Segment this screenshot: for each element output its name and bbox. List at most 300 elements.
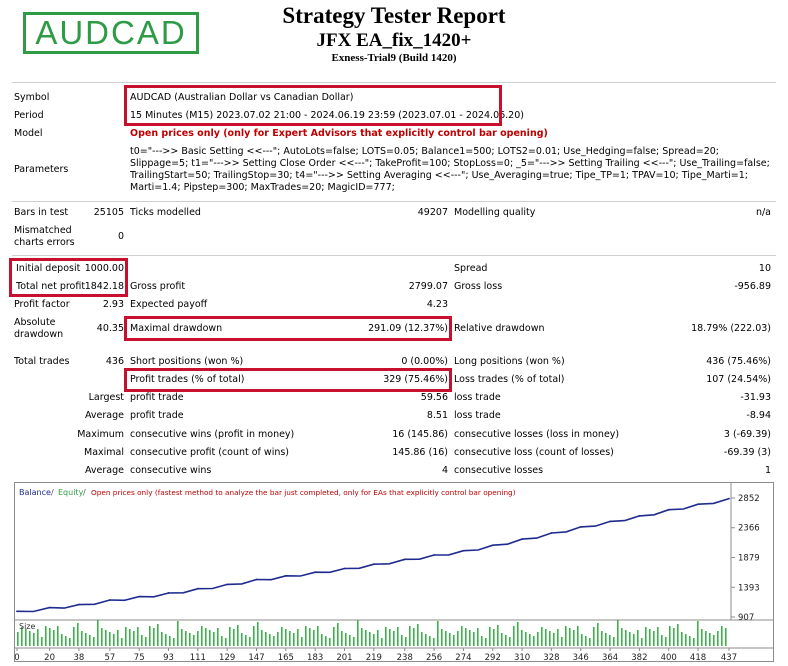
volume-bar — [281, 627, 283, 646]
volume-bar — [73, 627, 75, 646]
x-tick-label: 201 — [336, 653, 353, 663]
volume-bar — [481, 636, 483, 646]
volume-bar — [709, 633, 711, 646]
volume-bar — [461, 626, 463, 646]
x-tick-label: 400 — [660, 653, 677, 663]
volume-bar — [69, 638, 71, 646]
volume-bar — [177, 621, 179, 646]
profit-factor-value: 2.93 — [102, 299, 124, 310]
y-tick-label: 2366 — [738, 523, 760, 534]
volume-bar — [425, 634, 427, 646]
volume-bar — [329, 638, 331, 646]
avg-consec-losses-label: consecutive losses — [454, 465, 544, 476]
profit-trades-label: Profit trades (% of total) — [130, 374, 245, 385]
volume-bar — [601, 631, 603, 646]
balance-point — [404, 558, 406, 560]
volume-bar — [585, 636, 587, 646]
largest-profit-value: 59.56 — [420, 392, 448, 403]
model-label: Model — [14, 128, 43, 139]
symbol-value: AUDCAD (Australian Dollar vs Canadian Dollar) — [130, 92, 354, 103]
volume-bar — [201, 626, 203, 646]
x-tick-label: 20 — [44, 653, 55, 663]
volume-bar — [253, 626, 255, 646]
volume-bar — [301, 637, 303, 646]
initial-deposit-value: 1000.00 — [84, 263, 124, 274]
volume-bar — [209, 630, 211, 646]
volume-bar — [553, 633, 555, 646]
volume-bar — [629, 632, 631, 646]
volume-bar — [449, 633, 451, 646]
volume-bar — [485, 638, 487, 646]
volume-bar — [285, 629, 287, 646]
gross-profit-value: 2799.07 — [408, 281, 448, 292]
max-consec-losses-label: consecutive losses (loss in money) — [454, 429, 620, 440]
x-tick-label: 0 — [14, 653, 20, 663]
volume-bar — [393, 631, 395, 646]
volume-bar — [365, 630, 367, 646]
volume-bar — [625, 630, 627, 646]
volume-bar — [637, 630, 639, 646]
volume-bar — [345, 633, 347, 646]
volume-bar — [505, 635, 507, 646]
volume-bar — [541, 627, 543, 646]
volume-bar — [41, 637, 43, 646]
volume-bar — [645, 627, 647, 646]
volume-bar — [513, 626, 515, 646]
bars-in-test-label: Bars in test — [14, 207, 69, 218]
volume-bar — [321, 634, 323, 646]
volume-bar — [61, 634, 63, 646]
volume-bar — [533, 636, 535, 646]
volume-bar — [609, 635, 611, 646]
volume-bar — [681, 632, 683, 646]
volume-bar — [305, 626, 307, 646]
ea-name: JFX EA_fix_1420+ — [316, 30, 472, 51]
volume-bar — [125, 627, 127, 646]
loss-trades-label: Loss trades (% of total) — [454, 374, 565, 385]
volume-bar — [65, 636, 67, 646]
gross-loss-label: Gross loss — [454, 281, 503, 292]
volume-bar — [173, 638, 175, 646]
volume-bar — [97, 620, 99, 646]
volume-bar — [245, 635, 247, 646]
volume-bar — [225, 638, 227, 646]
avg-consec-losses-value: 1 — [764, 465, 771, 476]
volume-bar — [577, 626, 579, 646]
volume-bar — [549, 631, 551, 646]
volume-bar — [473, 632, 475, 646]
x-tick-label: 75 — [133, 653, 145, 663]
volume-bar — [233, 629, 235, 646]
volume-bar — [161, 632, 163, 646]
short-positions-label: Short positions (won %) — [130, 356, 244, 367]
x-tick-label: 38 — [73, 653, 85, 663]
balance-point — [168, 592, 170, 594]
balance-point — [373, 563, 375, 565]
volume-bar — [397, 627, 399, 646]
volume-bar — [117, 630, 119, 646]
volume-bar — [665, 637, 667, 646]
volume-bar — [501, 633, 503, 646]
volume-bar — [673, 628, 675, 646]
average-loss-value: -8.94 — [746, 410, 771, 421]
plot-area — [15, 483, 731, 620]
maximum-label: Maximum — [77, 429, 124, 440]
volume-bar — [693, 638, 695, 646]
x-tick-label: 292 — [484, 653, 501, 663]
volume-bar — [497, 625, 499, 646]
y-tick-label: 2852 — [738, 494, 760, 504]
max-consec-wins-label: consecutive wins (profit in money) — [130, 429, 295, 440]
volume-bar — [25, 629, 27, 646]
volume-bar — [17, 632, 19, 646]
volume-bar — [725, 628, 727, 646]
balance-point — [697, 503, 699, 505]
largest-loss-label: loss trade — [454, 392, 501, 403]
maximal-label: Maximal — [84, 447, 124, 458]
volume-bar — [589, 638, 591, 646]
balance-point — [344, 568, 346, 570]
spread-label: Spread — [454, 263, 488, 274]
volume-bar — [517, 622, 519, 646]
total-trades-label: Total trades — [14, 356, 70, 367]
balance-point — [668, 509, 670, 511]
volume-bar — [221, 636, 223, 646]
volume-bar — [349, 635, 351, 646]
volume-bar — [525, 632, 527, 646]
x-tick-label: 346 — [572, 653, 589, 663]
report-title: Strategy Tester Report — [282, 3, 506, 28]
volume-bar — [113, 634, 115, 646]
legend-balance: Balance — [19, 488, 51, 497]
avg-consec-wins-label: consecutive wins — [130, 465, 212, 476]
x-tick-label: 274 — [455, 653, 472, 663]
volume-bar — [357, 620, 359, 646]
x-tick-label: 111 — [189, 653, 206, 663]
balance-point — [433, 554, 435, 556]
balance-point — [226, 583, 228, 585]
volume-bar — [109, 632, 111, 646]
volume-bar — [421, 632, 423, 646]
avg-consec-wins-value: 4 — [441, 465, 448, 476]
volume-bar — [405, 637, 407, 646]
volume-bar — [81, 631, 83, 646]
volume-bar — [409, 626, 411, 646]
volume-bar — [229, 627, 231, 646]
x-tick-label: 183 — [307, 653, 324, 663]
volume-bar — [385, 627, 387, 646]
period-value: 15 Minutes (M15) 2023.07.02 21:00 - 2024.06.19 23:59 (2023.07.01 - 2024.06.20) — [130, 110, 524, 121]
maximal-consec-profit-label: consecutive profit (count of wins) — [130, 447, 290, 458]
volume-bar — [261, 630, 263, 646]
x-tick-label: 238 — [396, 653, 413, 663]
maximal-drawdown-value: 291.09 (12.37%) — [368, 323, 448, 334]
volume-bar — [597, 623, 599, 646]
volume-bar — [277, 632, 279, 646]
initial-deposit-label: Initial deposit — [16, 263, 81, 274]
volume-bar — [141, 635, 143, 646]
long-positions-value: 436 (75.46%) — [706, 356, 771, 367]
spread-value: 10 — [758, 263, 771, 274]
volume-bar — [53, 630, 55, 646]
volume-bar — [29, 631, 31, 646]
short-positions-value: 0 (0.00%) — [401, 356, 448, 367]
relative-drawdown-label: Relative drawdown — [454, 323, 545, 334]
parameters-label: Parameters — [14, 164, 69, 175]
volume-bar — [429, 636, 431, 646]
volume-bar — [705, 631, 707, 646]
volume-bar — [33, 633, 35, 646]
balance-point — [463, 550, 465, 552]
balance-point — [551, 532, 553, 534]
volume-bar — [613, 637, 615, 646]
ticks-modelled-label: Ticks modelled — [130, 207, 201, 218]
volume-bar — [565, 626, 567, 646]
volume-bar — [293, 633, 295, 646]
volume-label: Size — [19, 622, 36, 631]
absolute-drawdown-label-2: drawdown — [14, 329, 64, 340]
volume-bar — [469, 630, 471, 646]
average-profit-label: profit trade — [130, 410, 184, 421]
volume-bar — [641, 638, 643, 646]
x-tick-label: 93 — [163, 653, 174, 663]
volume-bar — [289, 631, 291, 646]
balance-point — [638, 515, 640, 517]
maximal-consec-profit-value: 145.86 (16) — [392, 447, 448, 458]
volume-bar — [669, 626, 671, 646]
balance-point — [521, 538, 523, 540]
volume-bar — [265, 632, 267, 646]
volume-bar — [193, 635, 195, 646]
x-tick-label: 219 — [365, 653, 382, 663]
volume-bar — [105, 630, 107, 646]
average-label: Average — [84, 410, 124, 421]
volume-bar — [557, 629, 559, 646]
volume-bar — [153, 628, 155, 646]
volume-bar — [457, 631, 459, 646]
x-tick-label: 418 — [689, 653, 707, 663]
volume-bar — [437, 621, 439, 646]
bars-in-test-value: 25105 — [93, 207, 124, 218]
volume-bar — [433, 638, 435, 646]
legend-equity: Equity — [58, 488, 84, 497]
volume-bar — [493, 629, 495, 646]
profit-factor-label: Profit factor — [14, 299, 70, 310]
gross-profit-label: Gross profit — [130, 281, 186, 292]
balance-point — [197, 588, 199, 590]
y-tick-label: 1879 — [738, 553, 760, 564]
mismatched-value: 0 — [117, 231, 124, 242]
x-tick-label: 437 — [720, 653, 738, 663]
volume-bar — [453, 635, 455, 646]
max-consec-wins-value: 16 (145.86) — [392, 429, 448, 440]
volume-bar — [181, 629, 183, 646]
volume-bar — [273, 636, 275, 646]
volume-bar — [509, 637, 511, 646]
volume-bar — [677, 624, 679, 646]
largest-loss-value: -31.93 — [740, 392, 771, 403]
volume-bar — [561, 637, 563, 646]
volume-bar — [685, 634, 687, 646]
volume-bar — [205, 628, 207, 646]
volume-bar — [621, 628, 623, 646]
volume-bar — [145, 637, 147, 646]
account-info: Exness-Trial9 (Build 1420) — [331, 52, 457, 64]
legend-sep-1: / — [51, 488, 54, 497]
balance-point — [580, 526, 582, 528]
volume-bar — [689, 636, 691, 646]
volume-bar — [617, 620, 619, 646]
legend-sep-2: / — [83, 488, 86, 497]
average-loss-label: loss trade — [454, 410, 501, 421]
absolute-drawdown-value: 40.35 — [96, 323, 124, 334]
absolute-drawdown-label-1: Absolute — [14, 317, 56, 328]
volume-bar — [701, 629, 703, 646]
y-tick-label: 907 — [738, 613, 755, 623]
volume-bar — [185, 631, 187, 646]
volume-bar — [697, 621, 699, 646]
volume-bar — [77, 623, 79, 646]
x-tick-label: 129 — [219, 653, 236, 663]
average-profit-value: 8.51 — [426, 410, 448, 421]
volume-bar — [197, 631, 199, 646]
x-tick-label: 256 — [425, 653, 443, 663]
balance-point — [314, 571, 316, 573]
balance-point — [492, 544, 494, 546]
volume-bar — [353, 637, 355, 646]
balance-point — [609, 520, 611, 522]
volume-bar — [529, 634, 531, 646]
largest-label: Largest — [88, 392, 124, 403]
volume-bar — [401, 635, 403, 646]
volume-bar — [441, 629, 443, 646]
maximal-drawdown-label: Maximal drawdown — [130, 323, 223, 334]
total-trades-value: 436 — [105, 356, 124, 367]
modelling-quality-value: n/a — [755, 207, 771, 218]
model-value: Open prices only (only for Expert Advisors that explicitly control bar opening) — [130, 128, 548, 139]
max-consec-losses-value: 3 (-69.39) — [723, 429, 771, 440]
volume-bar — [189, 633, 191, 646]
volume-bar — [489, 627, 491, 646]
volume-bar — [581, 634, 583, 646]
volume-bar — [85, 633, 87, 646]
volume-bar — [373, 634, 375, 646]
volume-bar — [633, 634, 635, 646]
volume-bar — [37, 629, 39, 646]
balance-point — [109, 599, 111, 601]
volume-bar — [325, 636, 327, 646]
volume-bar — [213, 632, 215, 646]
volume-bar — [477, 628, 479, 646]
ticks-modelled-value: 49207 — [417, 207, 448, 218]
volume-bar — [241, 633, 243, 646]
volume-bar — [157, 624, 159, 646]
volume-bar — [297, 629, 299, 646]
balance-point — [285, 575, 287, 577]
largest-profit-label: profit trade — [130, 392, 184, 403]
volume-bar — [49, 628, 51, 646]
volume-bar — [337, 623, 339, 646]
y-tick-label: 1393 — [738, 583, 760, 594]
volume-bar — [249, 637, 251, 646]
volume-bar — [89, 635, 91, 646]
x-tick-label: 382 — [631, 653, 648, 663]
volume-bar — [333, 627, 335, 646]
balance-point — [49, 607, 51, 609]
x-tick-label: 165 — [277, 653, 294, 663]
parameters-value: t0="--->> Basic Setting <<---"; AutoLots=false; LOTS=0.05; Balance1=500; LOTS2=0.01; Use_Hedging=false; Spread=20; Slippage=5; t1="--->> Setting Close Order <<---"; TakeProfit=100; StopLoss=0; _5="--->> Setting Trailing <<---"; Use_Trailing=false; TrailingStart=50; TrailingStop=30; t4="--->> Setting Averaging <<---"; Use_Averaging=true; Tipe_TP=1; TPAV=10; Tipe_Marti=1; Marti=1.4; Pipstep=300; MaxTrades=20; MagicID=777; — [130, 146, 770, 193]
volume-bar — [121, 638, 123, 646]
balance-point — [728, 498, 730, 500]
volume-bar — [217, 628, 219, 646]
mismatched-label-1: Mismatched — [14, 225, 72, 236]
total-net-profit-value: 1842.18 — [84, 281, 124, 292]
volume-bar — [149, 626, 151, 646]
profit-trades-value: 329 (75.46%) — [383, 374, 448, 385]
volume-bar — [649, 629, 651, 646]
volume-bar — [537, 632, 539, 646]
volume-bar — [377, 630, 379, 646]
volume-bar — [169, 636, 171, 646]
x-tick-label: 147 — [248, 653, 265, 663]
gross-loss-value: -956.89 — [734, 281, 771, 292]
volume-bar — [413, 628, 415, 646]
average2-label: Average — [84, 465, 124, 476]
volume-bar — [545, 629, 547, 646]
volume-bar — [521, 630, 523, 646]
expected-payoff-label: Expected payoff — [130, 299, 208, 310]
volume-bar — [465, 628, 467, 646]
balance-point — [138, 596, 140, 598]
x-tick-label: 328 — [543, 653, 560, 663]
balance-point — [78, 604, 80, 606]
relative-drawdown-value: 18.79% (222.03) — [691, 323, 771, 334]
volume-bar — [717, 631, 719, 646]
maximal-consec-loss-value: -69.39 (3) — [723, 447, 771, 458]
volume-bar — [45, 626, 47, 646]
volume-bar — [713, 635, 715, 646]
volume-bar — [93, 637, 95, 646]
volume-bar — [165, 634, 167, 646]
volume-bar — [341, 631, 343, 646]
volume-bar — [569, 628, 571, 646]
volume-bar — [389, 629, 391, 646]
chart-legend — [19, 488, 516, 497]
volume-bar — [653, 631, 655, 646]
volume-bar — [721, 626, 723, 646]
x-tick-label: 310 — [513, 653, 531, 663]
modelling-quality-label: Modelling quality — [454, 207, 536, 218]
symbol-label: Symbol — [14, 92, 50, 103]
volume-bar — [101, 628, 103, 646]
volume-bar — [133, 631, 135, 646]
volume-bar — [445, 631, 447, 646]
volume-bar — [237, 625, 239, 646]
logo-text: AUDCAD — [35, 14, 187, 51]
volume-bar — [417, 624, 419, 646]
volume-bar — [381, 638, 383, 646]
volume-bar — [269, 634, 271, 646]
mismatched-label-2: charts errors — [14, 237, 75, 248]
long-positions-label: Long positions (won %) — [454, 356, 565, 367]
balance-point — [256, 579, 258, 581]
volume-bar — [605, 633, 607, 646]
volume-bar — [361, 628, 363, 646]
volume-bar — [313, 630, 315, 646]
volume-bar — [593, 627, 595, 646]
volume-bar — [309, 628, 311, 646]
x-tick-label: 364 — [601, 653, 619, 663]
